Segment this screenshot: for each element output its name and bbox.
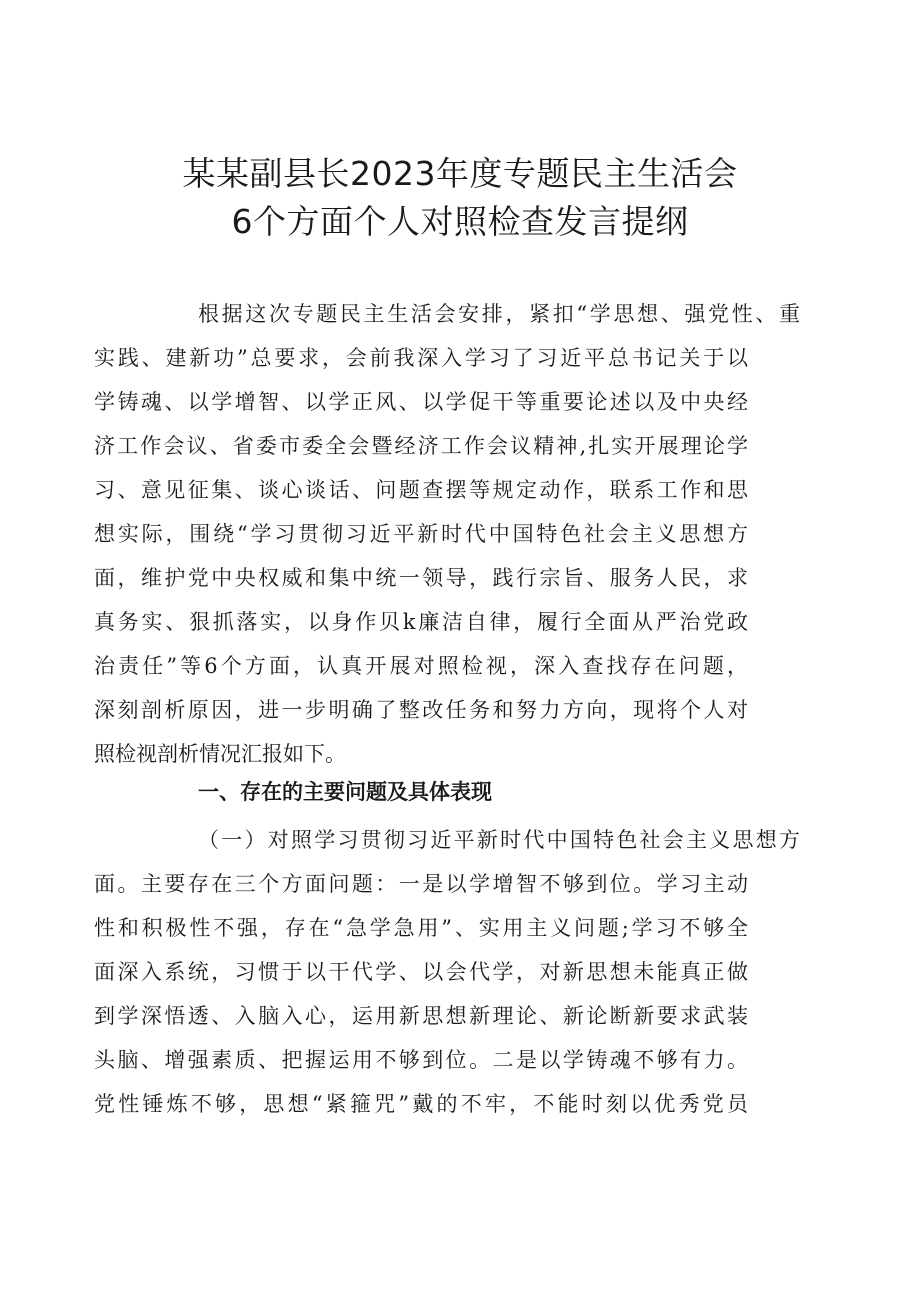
paragraph-line: 面深入系统，习惯于以干代学、以会代学，对新思想未能真正做 [94, 960, 748, 984]
paragraph-line: 面。主要存在三个方面问题：一是以学增智不够到位。学习主动 [94, 872, 748, 896]
paragraph-line: 深刻剖析原因，进一步明确了整改任务和努力方向，现将个人对 [94, 698, 748, 722]
section-paragraph [94, 818, 800, 1126]
paragraph-line: （一）对照学习贯彻习近平新时代中国特色社会主义思想方 [198, 828, 800, 852]
paragraph-line: 根据这次专题民主生活会安排，紧扣“学思想、强党性、重 [198, 302, 800, 326]
paragraph-line: 性和积极性不强，存在“急学急用”、实用主义问题;学习不够全 [94, 916, 748, 940]
paragraph-line: 党性锤炼不够，思想“紧箍咒”戴的不牢，不能时刻以优秀党员 [94, 1092, 748, 1116]
paragraph-line: 到学深悟透、入脑入心，运用新思想新理论、新论断新要求武装 [94, 1004, 748, 1028]
title-line-2: 6个方面个人对照检查发言提纲 [231, 202, 689, 241]
paragraph-line: 济工作会议、省委市委全会暨经济工作会议精神,扎实开展理论学 [94, 434, 748, 458]
paragraph-line: 治责任”等6个方面，认真开展对照检视，深入查找存在问题， [94, 654, 748, 678]
paragraph-line: 学铸魂、以学增智、以学正风、以学促干等重要论述以及中央经 [94, 390, 748, 414]
intro-paragraph [94, 292, 800, 776]
paragraph-line: 面，维护党中央权威和集中统一领导，践行宗旨、服务人民，求 [94, 566, 748, 590]
paragraph-line: 习、意见征集、谈心谈话、问题查摆等规定动作，联系工作和思 [94, 478, 748, 502]
paragraph-line: 实践、建新功”总要求，会前我深入学习了习近平总书记关于以 [94, 346, 748, 370]
paragraph-line: 头脑、增强素质、把握运用不够到位。二是以学铸魂不够有力。 [94, 1048, 748, 1072]
section-heading: 一、存在的主要问题及具体表现 [198, 780, 492, 804]
paragraph-line: 真务实、狠抓落实，以身作贝k廉洁自律，履行全面从严治党政 [94, 610, 748, 634]
title-line-1: 某某副县长2023年度专题民主生活会 [182, 154, 738, 193]
paragraph-line: 想实际，围绕“学习贯彻习近平新时代中国特色社会主义思想方 [94, 522, 748, 546]
paragraph-line: 照检视剖析情况汇报如下。 [94, 742, 346, 766]
document-title [100, 150, 820, 246]
